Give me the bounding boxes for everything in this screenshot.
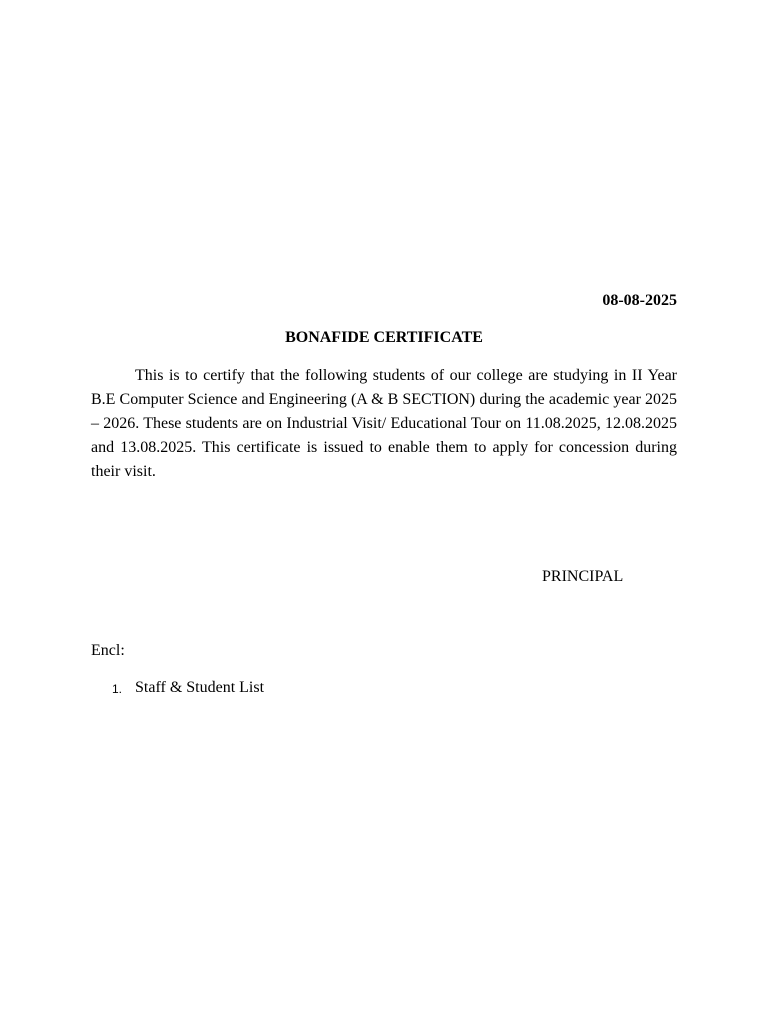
enclosure-list bbox=[91, 678, 264, 698]
enclosure-item bbox=[91, 678, 264, 698]
enclosure-item-text: Staff & Student List bbox=[135, 679, 265, 696]
certificate-title: BONAFIDE CERTIFICATE bbox=[285, 329, 483, 346]
certificate-body: This is to certify that the following students of our college are studying in II Year B.E Computer Science and Engineering (A & B SECTION) during the academic year 2025 – 2026. These students are on Industrial Visit/ Educational Tour on 11.08.2025, 12.08.2025 and 13.08.2025. This certificate is issued to enable them to apply for concession during their visit. bbox=[91, 367, 677, 480]
enclosure-label: Encl: bbox=[91, 642, 125, 659]
document-date: 08-08-2025 bbox=[602, 292, 677, 309]
enclosure-item-number: 1. bbox=[112, 682, 123, 696]
signatory-label: PRINCIPAL bbox=[542, 568, 624, 585]
